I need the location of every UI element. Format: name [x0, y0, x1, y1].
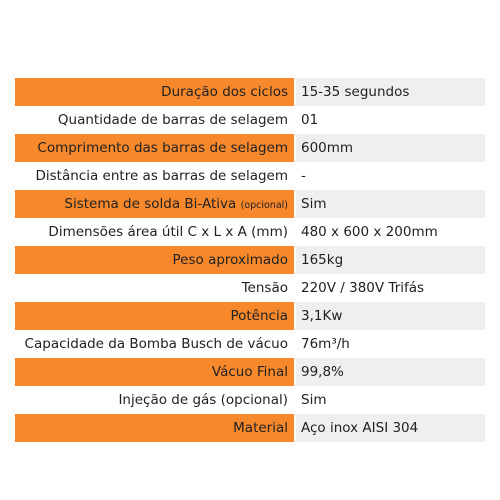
spec-value: Sim — [296, 190, 485, 218]
spec-row — [15, 302, 485, 330]
spec-label: Tensão — [241, 280, 288, 296]
spec-row — [15, 218, 485, 246]
spec-label: Vácuo Final — [15, 358, 294, 386]
spec-row — [15, 414, 485, 442]
spec-value: 99,8% — [296, 358, 485, 386]
spec-label: Dimensões área útil C x L x A (mm) — [48, 224, 288, 240]
spec-value: 480 x 600 x 200mm — [301, 224, 438, 240]
spec-value: 220V / 380V Trifás — [301, 280, 425, 296]
spec-value: 600mm — [296, 134, 485, 162]
spec-row — [15, 386, 485, 414]
spec-value: 01 — [301, 112, 319, 128]
spec-value: 3,1Kw — [296, 302, 485, 330]
spec-value: 165kg — [296, 246, 485, 274]
optional-note: (opcional) — [240, 200, 288, 211]
spec-row — [15, 274, 485, 302]
spec-value: Aço inox AISI 304 — [296, 414, 485, 442]
spec-label: Duração dos ciclos — [15, 78, 294, 106]
spec-label: Quantidade de barras de selagem — [57, 112, 288, 128]
spec-label: Injeção de gás (opcional) — [118, 392, 288, 408]
spec-row — [15, 78, 485, 106]
spec-row — [15, 106, 485, 134]
spec-row — [15, 330, 485, 358]
spec-label: Comprimento das barras de selagem — [15, 134, 294, 162]
spec-label: Distância entre as barras de selagem — [35, 168, 288, 184]
spec-row — [15, 246, 485, 274]
spec-row — [15, 134, 485, 162]
spec-value: Sim — [301, 392, 327, 408]
spec-label: Material — [15, 414, 294, 442]
spec-label: Capacidade da Bomba Busch de vácuo — [24, 336, 288, 352]
spec-label-text: Sistema de solda Bi-Ativa — [64, 196, 237, 212]
spec-value: - — [301, 168, 306, 184]
spec-label — [15, 190, 294, 218]
spec-label: Peso aproximado — [15, 246, 294, 274]
spec-label: Potência — [15, 302, 294, 330]
spec-row — [15, 162, 485, 190]
spec-table — [15, 78, 485, 442]
spec-value: 15-35 segundos — [296, 78, 485, 106]
spec-row — [15, 190, 485, 218]
spec-value: 76m³/h — [301, 336, 350, 352]
spec-row — [15, 358, 485, 386]
